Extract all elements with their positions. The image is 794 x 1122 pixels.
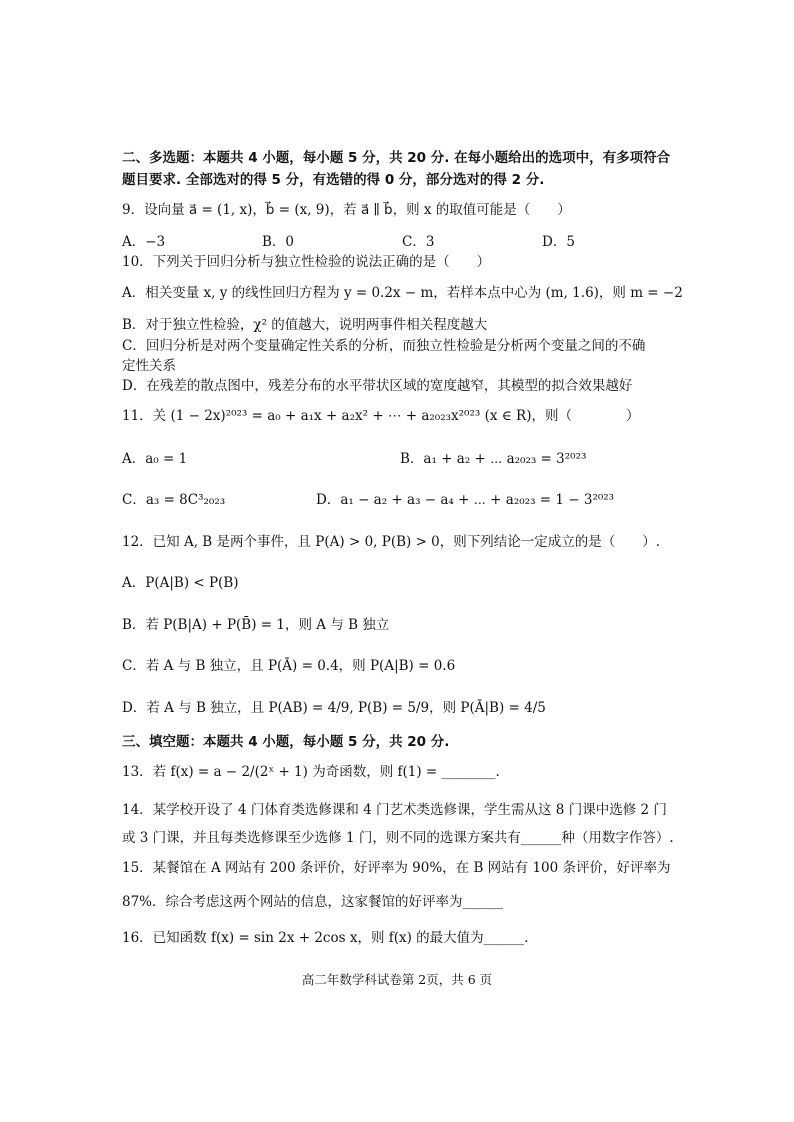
q10-option-c-line2: 定性关系 <box>122 358 176 374</box>
q12-option-b: B．若 P(B|A) + P(B̄) = 1，则 A 与 B 独立 <box>122 617 390 633</box>
q15-line2: 87%．综合考虑这两个网站的信息，这家餐馆的好评率为______ <box>122 894 504 910</box>
q12-stem: 12．已知 A, B 是两个事件，且 P(A) > 0, P(B) > 0，则下列结论一定成立的是（ ）. <box>122 534 661 550</box>
q9-option-a: A．−3 <box>122 234 166 250</box>
q11-option-d: D．a₁ − a₂ + a₃ − a₄ + ⋯ + a₂₀₂₃ = 1 − 3²⁰²³ <box>316 492 615 508</box>
q13-stem: 13．若 f(x) = a − 2/(2ˣ + 1) 为奇函数，则 f(1) = ________. <box>122 764 500 780</box>
q10-option-b: B．对于独立性检验，χ² 的值越大，说明两事件相关程度越大 <box>122 317 488 333</box>
q9-option-b: B．0 <box>262 234 295 250</box>
q10-option-d: D．在残差的散点图中，残差分布的水平带状区域的宽度越窄，其模型的拟合效果越好 <box>122 378 633 394</box>
q16-stem: 16．已知函数 f(x) = sin 2x + 2cos x，则 f(x) 的最大值为______. <box>122 930 529 946</box>
page-footer: 高二年数学科试卷第 2页，共 6 页 <box>301 972 493 987</box>
q11-option-a: A．a₀ = 1 <box>122 451 188 467</box>
q12-option-c: C．若 A 与 B 独立，且 P(Ā) = 0.4，则 P(A|B) = 0.6 <box>122 658 456 674</box>
q11-stem: 11．关 (1 − 2x)²⁰²³ = a₀ + a₁x + a₂x² + ⋯ + a₂₀₂₃x²⁰²³ (x ∈ R)，则（ ） <box>122 408 640 424</box>
q14-line2: 或 3 门课，并且每类选修课至少选修 1 门，则不同的选课方案共有______种（用数字作答）. <box>122 830 674 846</box>
section2-heading-line1: 二、多选题：本题共 4 小题，每小题 5 分，共 20 分. 在每小题给出的选项中，有多项符合 <box>122 150 671 166</box>
q9-option-c: C．3 <box>402 234 435 250</box>
q10-stem: 10．下列关于回归分析与独立性检验的说法正确的是（ ） <box>122 254 491 270</box>
q11-option-b: B．a₁ + a₂ + ⋯ a₂₀₂₃ = 3²⁰²³ <box>400 451 587 467</box>
q12-option-a: A．P(A|B) < P(B) <box>122 575 239 591</box>
q11-option-c: C．a₃ = 8C³₂₀₂₃ <box>122 492 226 508</box>
q10-option-c-line1: C．回归分析是对两个变量确定性关系的分析，而独立性检验是分析两个变量之间的不确 <box>122 338 646 354</box>
q9-stem: 9．设向量 a⃗ = (1, x)，b⃗ = (x, 9)，若 a⃗ ∥ b⃗，则 x 的取值可能是（ ） <box>122 202 571 218</box>
section2-heading-line2: 题目要求. 全部选对的得 5 分，有选错的得 0 分，部分选对的得 2 分. <box>122 172 545 188</box>
q15-line1: 15．某餐馆在 A 网站有 200 条评价，好评率为 90%，在 B 网站有 100 条评价，好评率为 <box>122 860 671 876</box>
q9-option-d: D．5 <box>542 234 575 250</box>
section3-heading: 三、填空题：本题共 4 小题，每小题 5 分，共 20 分. <box>122 734 450 750</box>
q10-option-a: A．相关变量 x, y 的线性回归方程为 y = 0.2x − m，若样本点中心为 (m, 1.6)，则 m = −2 <box>122 285 683 301</box>
q14-line1: 14．某学校开设了 4 门体育类选修课和 4 门艺术类选修课，学生需从这 8 门课中选修 2 门 <box>122 802 667 818</box>
q12-option-d: D．若 A 与 B 独立，且 P(AB) = 4/9, P(B) = 5/9，则 P(Ā|B) = 4/5 <box>122 700 546 716</box>
